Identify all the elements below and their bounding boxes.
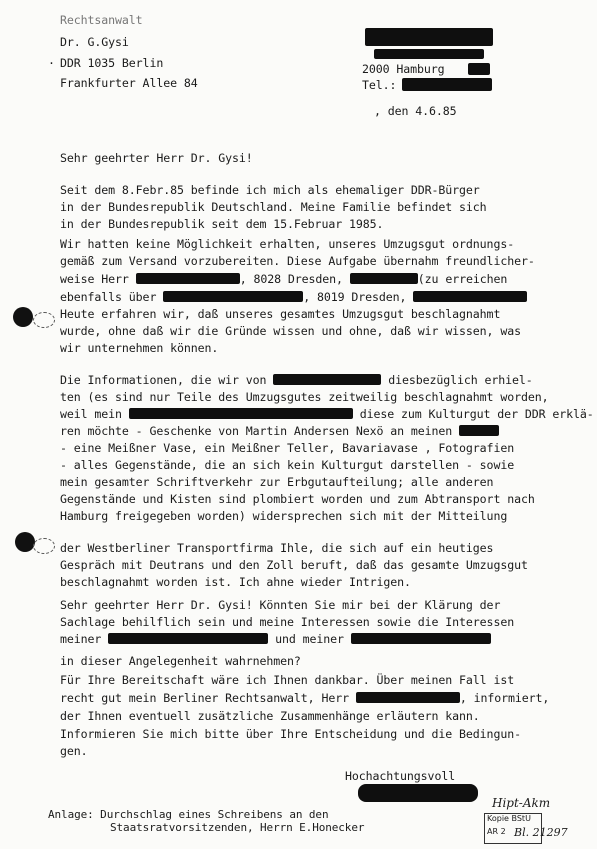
family-member-redaction (459, 425, 499, 436)
p4-line-8: Gegenstände und Kisten sind plombiert worden und zum Abtransport nach (60, 492, 535, 506)
p1-line-2: in der Bundesrepublik Deutschland. Meine Familie befindet sich (60, 200, 487, 214)
p5-line-1: Sehr geehrter Herr Dr. Gysi! Könnten Sie mir bei der Klärung der (60, 598, 501, 612)
p3-line-1: Heute erfahren wir, daß unseres gesamtes Umzugsgut beschlagnahmt (60, 307, 501, 321)
family-redaction-2 (351, 633, 491, 644)
p2-line-3-start: weise Herr (60, 272, 129, 286)
p5-line-2: Sachlage behilflich sein und meine Interessen sowie die Interessen (60, 615, 515, 629)
stamp-left-text: AR 2 (487, 827, 506, 836)
punch-hole (15, 532, 35, 552)
punch-hole-ring (33, 538, 55, 554)
letter-date: , den 4.6.85 (374, 104, 457, 118)
recipient-name-redaction (365, 28, 493, 46)
signature-redaction (358, 784, 478, 802)
p5-line-3-start: meiner (60, 632, 102, 646)
contact-address-redaction (413, 291, 527, 302)
contact-name-redaction (163, 291, 303, 302)
p1-line-3: in der Bundesrepublik seit dem 15.Februar 1985. (60, 217, 384, 231)
p3-line-3: wir unternehmen können. (60, 341, 219, 355)
sender-name: Dr. G.Gysi (60, 35, 129, 49)
p6-line-5: gen. (60, 744, 88, 758)
p6-line-3: der Ihnen eventuell zusätzliche Zusammenhänge erläutern kann. (60, 709, 480, 723)
p5-line-3 (60, 631, 491, 647)
relative-redaction (129, 408, 353, 419)
authority-redaction (273, 374, 381, 385)
p4-line-4-start: ren möchte - Geschenke von Martin Andersen Nexö an meinen (60, 424, 453, 438)
sender-bullet: · (48, 56, 55, 70)
sender-title: Rechtsanwalt (60, 13, 143, 27)
recipient-tel-redaction (402, 78, 492, 91)
p2-line-1: Wir hatten keine Möglichkeit erhalten, unseres Umzugsgut ordnungs- (60, 237, 515, 251)
p4-line-10: der Westberliner Transportfirma Ihle, die sich auf ein heutiges (60, 541, 494, 555)
p2-line-4-start: ebenfalls über (60, 290, 157, 304)
stamp-top-text: Kopie BStU (487, 814, 531, 823)
p2-line-3-end: (zu erreichen (417, 272, 508, 286)
archive-handnote: Hipt-Akm (492, 796, 551, 810)
punch-hole (13, 307, 33, 327)
recipient-street-redaction (374, 49, 484, 59)
p4-line-2: ten (es sind nur Teile des Umzugsgutes zeitweilig beschlagnahmt worden, (60, 390, 549, 404)
p6-line-4: Informieren Sie mich bitte über Ihre Entscheidung und die Bedingun- (60, 727, 521, 741)
p4-line-3-start: weil mein (60, 407, 122, 421)
p4-line-4 (60, 423, 499, 439)
p2-line-3-mid: , 8028 Dresden, (239, 272, 343, 286)
p5-line-3-mid: und meiner (275, 632, 344, 646)
recipient-city: 2000 Hamburg (362, 62, 445, 76)
p4-line-1-end: diesbezüglich erhiel- (388, 373, 533, 387)
family-redaction-1 (108, 633, 268, 644)
p3-line-2: wurde, ohne daß wir die Gründe wissen und ohne, daß wir wissen, was (60, 324, 521, 338)
p4-line-1 (60, 372, 533, 388)
stamp-page-number: Bl. 21297 (514, 826, 568, 839)
p4-line-7: mein gesamter Schriftverkehr zur Erbgutaufteilung; alle anderen (60, 475, 494, 489)
p4-line-3-end: diese zum Kulturgut der DDR erklä- (359, 407, 594, 421)
helper-address-redaction (350, 273, 418, 284)
p4-line-6: - alles Gegenstände, die an sich kein Kulturgut darstellen - sowie (60, 458, 515, 472)
p2-line-2: gemäß zum Versand vorzubereiten. Diese Aufgabe übernahm freundlicher- (60, 254, 535, 268)
p6-line-2 (60, 690, 549, 706)
p6-line-1: Für Ihre Bereitschaft wäre ich Ihnen dankbar. Über meinen Fall ist (60, 673, 515, 687)
salutation: Sehr geehrter Herr Dr. Gysi! (60, 151, 253, 165)
sender-city: DDR 1035 Berlin (60, 56, 164, 70)
closing: Hochachtungsvoll (345, 769, 456, 783)
p4-line-1-start: Die Informationen, die wir von (60, 373, 267, 387)
p1-line-1: Seit dem 8.Febr.85 befinde ich mich als ehemaliger DDR-Bürger (60, 183, 480, 197)
p2-line-4: ebenfalls über , 8019 Dresden, (60, 289, 527, 305)
recipient-city-redaction (468, 63, 490, 75)
p6-line-2-end: , informiert, (459, 691, 550, 705)
helper-name-redaction (136, 273, 240, 284)
attachment-line-2: Staatsratvorsitzenden, Herrn E.Honecker (110, 821, 365, 834)
p4-line-5: - eine Meißner Vase, ein Meißner Teller, Bavariavase , Fotografien (60, 441, 515, 455)
p2-line-3 (60, 271, 507, 287)
recipient-tel-label: Tel.: (362, 78, 397, 92)
punch-hole-ring (33, 312, 55, 328)
p6-line-2-start: recht gut mein Berliner Rechtsanwalt, Herr (60, 691, 349, 705)
p4-line-9: Hamburg freigegeben worden) widersprechen sich mit der Mitteilung (60, 509, 508, 523)
p4-line-12: beschlagnahmt worden ist. Ich ahne wieder Intrigen. (60, 575, 411, 589)
attachment-line-1: Anlage: Durchschlag eines Schreibens an den (48, 808, 329, 821)
p2-line-4-mid: 8019 Dresden, (316, 290, 407, 304)
p4-line-3 (60, 406, 594, 422)
p5-line-4: in dieser Angelegenheit wahrnehmen? (60, 654, 301, 668)
p4-line-11: Gespräch mit Deutrans und den Zoll beruft, daß das gesamte Umzugsgut (60, 558, 528, 572)
sender-street: Frankfurter Allee 84 (60, 76, 198, 90)
lawyer-name-redaction (356, 692, 460, 703)
